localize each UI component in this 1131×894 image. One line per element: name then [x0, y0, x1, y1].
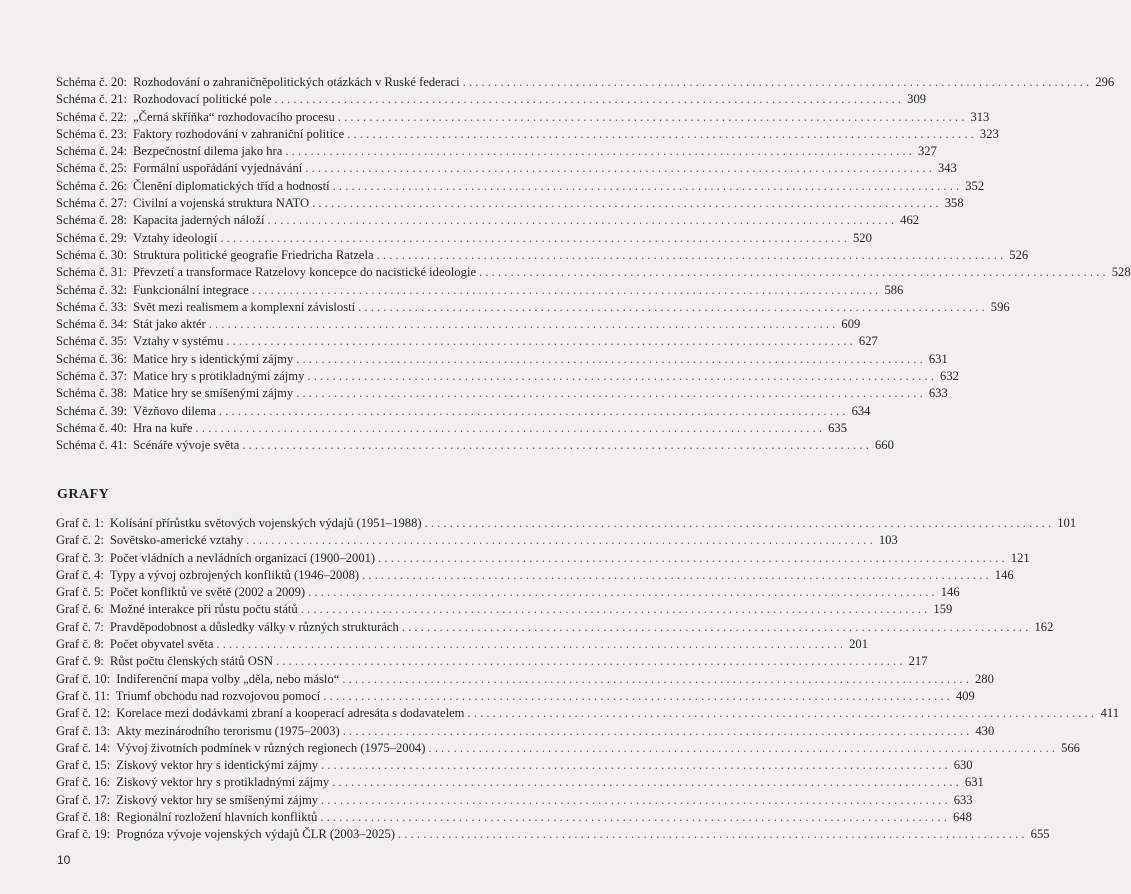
- entry-number: 35:: [110, 334, 128, 349]
- entry-page: 609: [841, 317, 861, 332]
- entry-title: Vězňovo dilema: [133, 403, 216, 418]
- toc-entry: [56, 91, 927, 108]
- entry-prefix: Schéma č.: [56, 403, 108, 418]
- entry-title: Triumf obchodu nad rozvojovou pomocí: [115, 688, 321, 703]
- entry-number: 40:: [110, 420, 128, 435]
- entry-title: Rozhodování o zahraničněpolitických otázkách v Ruské federaci: [133, 75, 460, 89]
- entry-page: 313: [970, 109, 990, 124]
- dot-leader: [219, 403, 846, 420]
- toc-entry: [56, 109, 990, 126]
- entry-prefix: Graf č.: [56, 810, 91, 825]
- toc-entry: [56, 264, 1131, 281]
- toc-entry: [56, 671, 994, 688]
- entry-number: 36:: [110, 351, 128, 366]
- entry-prefix: Schéma č.: [56, 351, 108, 366]
- toc-entry: [56, 247, 1029, 264]
- entry-number: 41:: [110, 438, 128, 453]
- entry-number: 10:: [94, 671, 111, 686]
- toc-entry: [56, 792, 973, 809]
- toc-entry: [56, 316, 861, 333]
- entry-prefix: Graf č.: [56, 723, 91, 738]
- entry-title: Převzetí a transformace Ratzelovy koncepce do nacistické ideologie: [133, 265, 477, 280]
- dot-leader: [226, 333, 853, 350]
- dot-leader: [312, 195, 939, 212]
- dot-leader: [321, 757, 948, 774]
- toc-entry: [56, 757, 973, 774]
- entry-number: 22:: [110, 109, 128, 124]
- dot-leader: [301, 601, 928, 618]
- toc-entry: [56, 584, 960, 601]
- entry-page: 146: [940, 585, 960, 600]
- entry-page: 633: [928, 386, 948, 401]
- toc-entry: [56, 143, 937, 160]
- entry-number: 23:: [110, 126, 128, 141]
- entry-prefix: Schéma č.: [56, 247, 108, 262]
- entry-title: Funkcionální integrace: [133, 282, 249, 297]
- toc-entry: [56, 515, 1077, 532]
- entry-title: Matice hry s identickými zájmy: [133, 351, 294, 366]
- dot-leader: [296, 351, 923, 368]
- entry-prefix: Graf č.: [56, 792, 91, 807]
- dot-leader: [320, 809, 947, 826]
- dot-leader: [377, 247, 1004, 264]
- entry-number: 1:: [94, 516, 104, 530]
- entry-page: 430: [975, 723, 995, 738]
- entry-prefix: Schéma č.: [56, 230, 108, 245]
- entry-title: Růst počtu členských států OSN: [109, 654, 273, 669]
- entry-title: Ziskový vektor hry s identickými zájmy: [116, 758, 319, 773]
- entry-title: Civilní a vojenská struktura NATO: [133, 196, 310, 211]
- dot-leader: [428, 740, 1055, 757]
- entry-prefix: Graf č.: [56, 567, 91, 582]
- dot-leader: [343, 723, 970, 740]
- dot-leader: [275, 91, 902, 108]
- entry-page: 280: [974, 671, 994, 686]
- entry-number: 18:: [94, 810, 111, 825]
- entry-number: 17:: [94, 792, 111, 807]
- entry-page: 520: [852, 230, 872, 245]
- entry-title: Vztahy v systému: [133, 334, 224, 349]
- entry-prefix: Graf č.: [56, 585, 91, 600]
- entry-number: 19:: [94, 827, 111, 842]
- entry-number: 4:: [94, 567, 104, 582]
- entry-title: Akty mezinárodního terorismu (1975–2003): [116, 723, 340, 738]
- section-heading-grafy: GRAFY: [57, 487, 110, 502]
- toc-entry: [56, 385, 948, 402]
- dot-leader: [332, 774, 959, 791]
- entry-prefix: Schéma č.: [56, 109, 108, 124]
- entry-title: Indiferenční mapa volby „děla, nebo máslo“: [116, 671, 340, 686]
- entry-title: Členění diplomatických tříd a hodností: [133, 178, 330, 193]
- graf-list: [56, 515, 1120, 844]
- toc-entry: [56, 567, 1014, 584]
- dot-leader: [209, 316, 836, 333]
- entry-title: Možné interakce při růstu počtu států: [109, 602, 298, 617]
- entry-number: 26:: [110, 178, 128, 193]
- entry-title: Pravděpodobnost a důsledky války v různých strukturách: [109, 619, 399, 634]
- toc-entry: [56, 550, 1030, 567]
- entry-title: Počet vládních a nevládních organizací (1900–2001): [109, 550, 376, 565]
- entry-number: 25:: [110, 161, 128, 176]
- toc-entry: [56, 282, 904, 299]
- entry-number: 27:: [110, 196, 128, 211]
- entry-prefix: Schéma č.: [56, 196, 108, 211]
- toc-entry: [56, 653, 928, 670]
- toc-entry: [56, 351, 948, 368]
- entry-number: 38:: [110, 386, 128, 401]
- toc-entry: [56, 74, 1115, 91]
- entry-number: 6:: [94, 602, 104, 617]
- entry-page: 409: [955, 688, 975, 703]
- entry-prefix: Schéma č.: [56, 144, 108, 159]
- entry-prefix: Schéma č.: [56, 213, 108, 228]
- toc-entry: [56, 178, 985, 195]
- entry-prefix: Schéma č.: [56, 75, 108, 89]
- entry-title: Vztahy ideologií: [133, 230, 218, 245]
- dot-leader: [378, 550, 1005, 567]
- entry-page: 162: [1034, 619, 1054, 634]
- toc-entry: [56, 826, 1050, 843]
- entry-prefix: Graf č.: [56, 637, 91, 652]
- entry-page: 566: [1061, 740, 1080, 755]
- entry-prefix: Graf č.: [56, 775, 91, 790]
- entry-page: 632: [940, 369, 959, 384]
- dot-leader: [347, 126, 974, 143]
- dot-leader: [358, 299, 985, 316]
- entry-number: 33:: [110, 299, 128, 314]
- toc-entry: [56, 532, 898, 549]
- entry-page: 627: [858, 334, 878, 349]
- entry-number: 13:: [94, 723, 111, 738]
- toc-entry: [56, 160, 957, 177]
- entry-page: 634: [851, 403, 871, 418]
- entry-prefix: Graf č.: [56, 688, 91, 703]
- dot-leader: [307, 368, 934, 385]
- entry-number: 20:: [110, 75, 128, 89]
- toc-entry: [56, 437, 894, 454]
- entry-number: 8:: [94, 637, 104, 652]
- entry-title: Korelace mezi dodávkami zbraní a kooperací adresáta s dodavatelem: [116, 706, 465, 721]
- entry-prefix: Graf č.: [56, 758, 91, 773]
- entry-page: 655: [1030, 827, 1050, 842]
- dot-leader: [276, 653, 903, 670]
- entry-page: 630: [953, 758, 973, 773]
- dot-leader: [338, 109, 965, 126]
- entry-prefix: Schéma č.: [56, 334, 108, 349]
- entry-prefix: Schéma č.: [56, 386, 108, 401]
- dot-leader: [242, 437, 869, 454]
- entry-number: 7:: [94, 619, 104, 634]
- dot-leader: [479, 264, 1106, 281]
- entry-title: „Černá skříňka“ rozhodovacího procesu: [133, 109, 335, 124]
- dot-leader: [267, 212, 894, 229]
- entry-prefix: Schéma č.: [56, 126, 108, 141]
- entry-prefix: Schéma č.: [56, 92, 108, 107]
- toc-entry: [56, 740, 1080, 757]
- entry-page: 343: [937, 161, 957, 176]
- entry-page: 327: [918, 144, 937, 159]
- entry-prefix: Graf č.: [56, 827, 91, 842]
- entry-page: 411: [1100, 706, 1120, 721]
- entry-page: 323: [979, 126, 999, 141]
- toc-entry: [56, 723, 995, 740]
- entry-title: Stát jako aktér: [133, 317, 206, 332]
- entry-prefix: Schéma č.: [56, 299, 108, 314]
- dot-leader: [305, 160, 932, 177]
- entry-number: 12:: [94, 706, 111, 721]
- schema-list: [56, 74, 1131, 455]
- entry-prefix: Schéma č.: [56, 420, 108, 435]
- toc-entry: [56, 705, 1120, 722]
- dot-leader: [285, 143, 912, 160]
- toc-entry: [56, 195, 964, 212]
- entry-page: 526: [1009, 247, 1029, 262]
- entry-page: 309: [907, 92, 927, 107]
- dot-leader: [362, 567, 989, 584]
- dot-leader: [195, 420, 822, 437]
- entry-prefix: Graf č.: [56, 740, 91, 755]
- dot-leader: [425, 515, 1052, 532]
- toc-entry: [56, 619, 1054, 636]
- entry-page: 217: [908, 654, 928, 669]
- entry-number: 30:: [110, 247, 128, 262]
- toc-entry: [56, 333, 878, 350]
- entry-prefix: Graf č.: [56, 654, 91, 669]
- entry-number: 21:: [110, 92, 128, 107]
- entry-number: 14:: [94, 740, 111, 755]
- dot-leader: [402, 619, 1029, 636]
- entry-prefix: Graf č.: [56, 671, 91, 686]
- entry-prefix: Schéma č.: [56, 178, 108, 193]
- entry-number: 37:: [110, 369, 128, 384]
- entry-title: Kolísání přírůstku světových vojenských výdajů (1951–1988): [109, 516, 422, 530]
- entry-prefix: Schéma č.: [56, 317, 108, 332]
- entry-prefix: Graf č.: [56, 550, 91, 565]
- page-number: 10: [57, 853, 71, 867]
- entry-number: 32:: [110, 282, 128, 297]
- entry-page: 352: [965, 178, 985, 193]
- toc-entry: [56, 420, 848, 437]
- dot-leader: [246, 532, 873, 549]
- entry-number: 24:: [110, 144, 128, 159]
- entry-page: 201: [849, 637, 868, 652]
- entry-title: Ziskový vektor hry se smíšenými zájmy: [116, 792, 319, 807]
- dot-leader: [323, 688, 950, 705]
- entry-number: 11:: [94, 688, 110, 703]
- entry-title: Počet obyvatel světa: [109, 637, 214, 652]
- entry-page: 159: [933, 602, 953, 617]
- toc-entry: [56, 230, 872, 247]
- entry-prefix: Graf č.: [56, 619, 91, 634]
- entry-page: 586: [884, 282, 904, 297]
- entry-title: Svět mezi realismem a komplexní závislostí: [133, 299, 356, 314]
- entry-number: 15:: [94, 758, 111, 773]
- entry-number: 9:: [94, 654, 104, 669]
- toc-entry: [56, 601, 953, 618]
- entry-prefix: Schéma č.: [56, 265, 108, 280]
- entry-number: 34:: [110, 317, 128, 332]
- toc-entry: [56, 126, 999, 143]
- entry-title: Scénáře vývoje světa: [133, 438, 240, 453]
- entry-number: 5:: [94, 585, 104, 600]
- entry-prefix: Graf č.: [56, 706, 91, 721]
- entry-number: 3:: [94, 550, 104, 565]
- entry-page: 631: [928, 351, 948, 366]
- toc-entry: [56, 212, 920, 229]
- entry-title: Prognóza vývoje vojenských výdajů ČLR (2003–2025): [116, 827, 395, 842]
- entry-number: 29:: [110, 230, 128, 245]
- dot-leader: [308, 584, 935, 601]
- entry-prefix: Graf č.: [56, 516, 91, 530]
- entry-page: 660: [874, 438, 894, 453]
- entry-title: Ziskový vektor hry s protikladnými zájmy: [116, 775, 330, 790]
- dot-leader: [220, 230, 847, 247]
- dot-leader: [467, 705, 1094, 722]
- toc-entry: [56, 774, 984, 791]
- entry-page: 635: [828, 420, 848, 435]
- dot-leader: [296, 385, 923, 402]
- dot-leader: [398, 826, 1025, 843]
- entry-title: Počet konfliktů ve světě (2002 a 2009): [109, 585, 306, 600]
- entry-title: Formální uspořádání vyjednávání: [133, 161, 303, 176]
- dot-leader: [342, 671, 969, 688]
- entry-page: 146: [994, 567, 1014, 582]
- entry-page: 631: [964, 775, 984, 790]
- entry-title: Kapacita jaderných náloží: [133, 213, 265, 228]
- entry-number: 28:: [110, 213, 128, 228]
- toc-entry: [56, 368, 959, 385]
- entry-title: Regionální rozložení hlavních konfliktů: [116, 810, 318, 825]
- entry-title: Bezpečnostní dilema jako hra: [133, 144, 283, 159]
- entry-title: Faktory rozhodování v zahraniční politice: [133, 126, 345, 141]
- entry-prefix: Schéma č.: [56, 369, 108, 384]
- entry-prefix: Graf č.: [56, 533, 91, 548]
- toc-entry: [56, 403, 871, 420]
- entry-page: 528: [1111, 265, 1131, 280]
- entry-title: Vývoj životních podmínek v různých regionech (1975–2004): [116, 740, 426, 755]
- dot-leader: [321, 792, 948, 809]
- entry-title: Sovětsko-americké vztahy: [109, 533, 244, 548]
- entry-page: 101: [1057, 516, 1077, 530]
- entry-title: Struktura politické geografie Friedricha Ratzela: [133, 247, 374, 262]
- entry-page: 462: [900, 213, 920, 228]
- entry-page: 296: [1095, 75, 1115, 89]
- dot-leader: [252, 282, 879, 299]
- entry-page: 121: [1010, 550, 1030, 565]
- entry-page: 648: [952, 810, 972, 825]
- entry-title: Matice hry s protikladnými zájmy: [133, 369, 305, 384]
- entry-page: 596: [990, 299, 1010, 314]
- entry-number: 2:: [94, 533, 104, 548]
- entry-title: Typy a vývoj ozbrojených konfliktů (1946–2008): [109, 567, 360, 582]
- entry-number: 16:: [94, 775, 111, 790]
- entry-prefix: Schéma č.: [56, 438, 108, 453]
- entry-title: Matice hry se smíšenými zájmy: [133, 386, 294, 401]
- entry-prefix: Schéma č.: [56, 282, 108, 297]
- dot-leader: [216, 636, 843, 653]
- entry-page: 103: [878, 533, 898, 548]
- entry-prefix: Schéma č.: [56, 161, 108, 176]
- entry-title: Rozhodovací politické pole: [133, 92, 272, 107]
- entry-number: 31:: [110, 265, 128, 280]
- toc-entry: [56, 809, 972, 826]
- entry-page: 633: [953, 792, 973, 807]
- entry-prefix: Graf č.: [56, 602, 91, 617]
- dot-leader: [333, 178, 960, 195]
- entry-title: Hra na kuře: [133, 420, 193, 435]
- entry-page: 358: [944, 196, 964, 211]
- toc-entry: [56, 299, 1010, 316]
- dot-leader: [463, 74, 1090, 91]
- toc-entry: [56, 688, 975, 705]
- toc-entry: [56, 636, 868, 653]
- entry-number: 39:: [110, 403, 128, 418]
